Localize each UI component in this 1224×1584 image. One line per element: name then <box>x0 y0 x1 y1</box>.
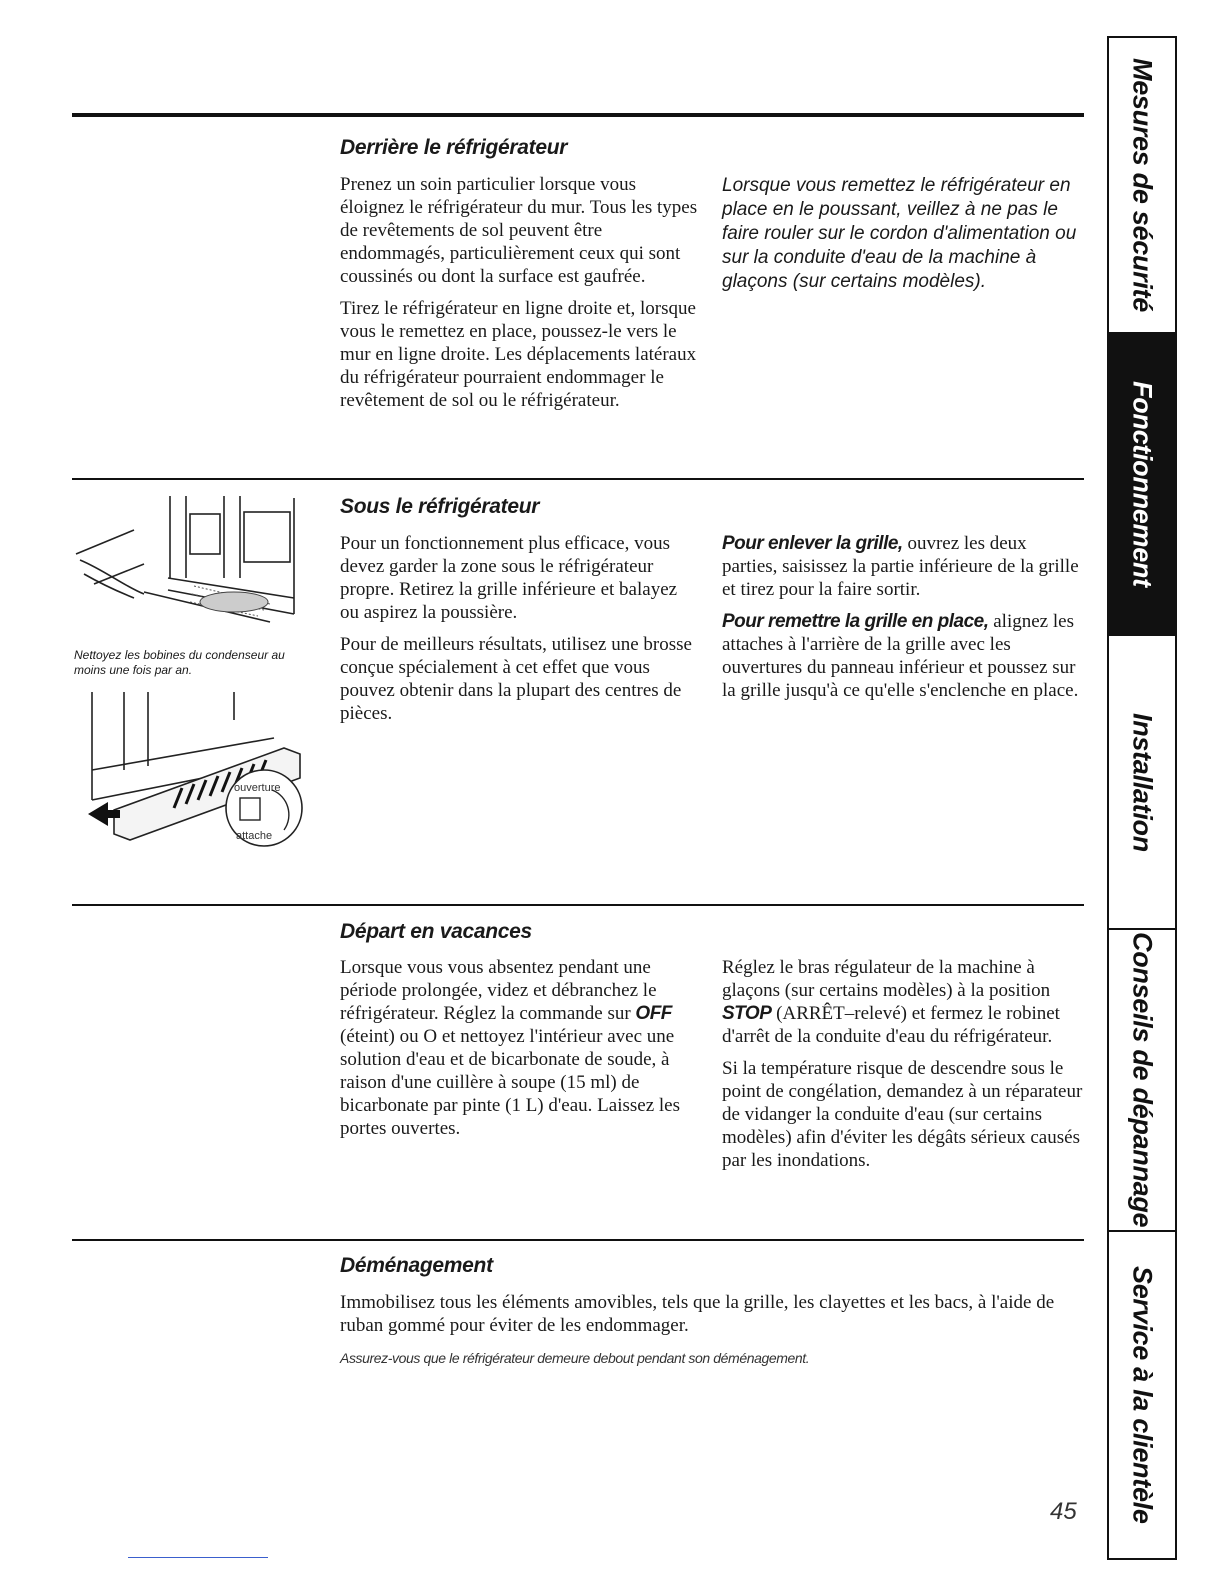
heading-under: Sous le réfrigérateur <box>340 495 540 518</box>
label-attache: attache <box>236 830 273 842</box>
section-divider-moving <box>72 1239 1084 1241</box>
replace-grille-instructions <box>722 610 1084 702</box>
remove-grille-lead: Pour enlever la grille, <box>722 533 903 554</box>
condenser-caption: Nettoyez les bobines du condenseur au moins une fois par an. <box>74 648 285 677</box>
icemaker-text-b: (ARRÊT–relevé) et fermez le robinet d'arrêt de la conduite d'eau du réfrigérateur. <box>722 1003 1060 1047</box>
section-tabs <box>1107 36 1177 1560</box>
icemaker-text-a: Réglez le bras régulateur de la machine à glaçons (sur certains modèles) à la position <box>722 957 1051 1001</box>
under-paragraph-1: Pour un fonctionnement plus efficace, vous devez garder la zone sous le réfrigérateur propre. Retirez la grille inférieure et balayez ou aspirez la poussière. <box>340 533 678 623</box>
stop-setting-label: STOP <box>722 1003 772 1024</box>
replace-grille-lead: Pour remettre la grille en place, <box>722 611 989 632</box>
under-left-column <box>340 532 700 734</box>
remove-grille-instructions <box>722 532 1084 601</box>
tab-installation[interactable] <box>1109 636 1175 930</box>
vacation-left-column <box>340 956 700 1149</box>
section-divider-top <box>72 113 1084 117</box>
tab-label: Fonctionnement <box>1127 381 1158 587</box>
icemaker-instructions <box>722 956 1084 1048</box>
behind-paragraph-1: Prenez un soin particulier lorsque vous éloignez le réfrigérateur du mur. Tous les types de revêtements de sol peuvent être endommagés, particulièrement ceux qui sont coussinés ou dont la surface est gaufrée. <box>340 174 698 287</box>
under-paragraph-2: Pour de meilleurs résultats, utilisez une brosse conçue spécialement à cet effet que vous pouvez obtenir dans la plupart des centres de pièces. <box>340 634 692 724</box>
heading-vacation: Départ en vacances <box>340 920 532 943</box>
heading-moving: Déménagement <box>340 1254 493 1277</box>
freezing-warning: Si la température risque de descendre sous le point de congélation, demandez à un réparateur de vidanger la conduite d'eau (sur certains modèles) afin d'éviter les dégâts sérieux causés par les inondations. <box>722 1058 1083 1171</box>
section-divider-under <box>72 478 1084 480</box>
tab-service-a-la-clientele[interactable] <box>1109 1232 1175 1558</box>
moving-paragraph: Immobilisez tous les éléments amovibles, tels que la grille, les clayettes et les bacs, à l'aide de ruban gommé pour éviter de les endommager. <box>340 1292 1055 1336</box>
moving-column <box>340 1291 1080 1346</box>
behind-right-column <box>722 174 1084 303</box>
off-setting-label: OFF <box>635 1003 672 1024</box>
under-right-column <box>722 532 1084 711</box>
tab-mesures-de-securite[interactable] <box>1109 38 1175 334</box>
vacation-paragraph-1 <box>340 956 700 1140</box>
section-divider-vacation <box>72 904 1084 906</box>
behind-paragraph-2: Tirez le réfrigérateur en ligne droite et, lorsque vous le remettez en place, poussez-le vers le mur en ligne droite. Les déplacements latéraux du réfrigérateur pourraient endommager le revêtement de sol ou le réfrigérateur. <box>340 298 697 411</box>
replace-grille-text: alignez les attaches à l'arrière de la grille avec les ouvertures du panneau inférieur et poussez sur la grille jusqu'à ce qu'elle s'enclenche en place. <box>722 611 1079 701</box>
behind-warning: Lorsque vous remettez le réfrigérateur en place en le poussant, veillez à ne pas le faire rouler sur le cordon d'alimentation ou sur la conduite d'eau de la machine à glaçons (sur certains modèles). <box>722 175 1077 292</box>
page-number: 45 <box>1050 1498 1077 1525</box>
remove-grille-text: ouvrez les deux parties, saisissez la partie inférieure de la grille et tirez pour la faire sortir. <box>722 533 1079 600</box>
vacation-text-b: (éteint) ou O et nettoyez l'intérieur avec une solution d'eau et de bicarbonate de soude, à raison d'une cuillère à soupe (15 ml) de bicarbonate par pinte (1 L) d'eau. Laissez les portes ouvertes. <box>340 1026 680 1139</box>
vacation-right-column <box>722 956 1084 1181</box>
tab-label: Mesures de sécurité <box>1127 58 1158 312</box>
footer-line <box>128 1557 268 1558</box>
tab-label: Conseils de dépannage <box>1127 932 1158 1228</box>
vacation-text-a: Lorsque vous vous absentez pendant une période prolongée, videz et débranchez le réfrigérateur. Réglez la commande sur <box>340 957 657 1024</box>
behind-left-column <box>340 173 700 421</box>
heading-behind: Derrière le réfrigérateur <box>340 136 568 159</box>
label-ouverture: ouverture <box>234 782 281 794</box>
tab-label: Installation <box>1127 712 1158 852</box>
condenser-cleaning-illustration <box>74 494 310 640</box>
tab-label: Service à la clientèle <box>1127 1266 1158 1524</box>
tab-conseils-de-depannage[interactable] <box>1109 930 1175 1232</box>
grille-removal-illustration <box>74 690 314 852</box>
tab-fonctionnement[interactable] <box>1109 334 1175 636</box>
moving-note: Assurez-vous que le réfrigérateur demeure debout pendant son déménagement. <box>340 1350 810 1366</box>
